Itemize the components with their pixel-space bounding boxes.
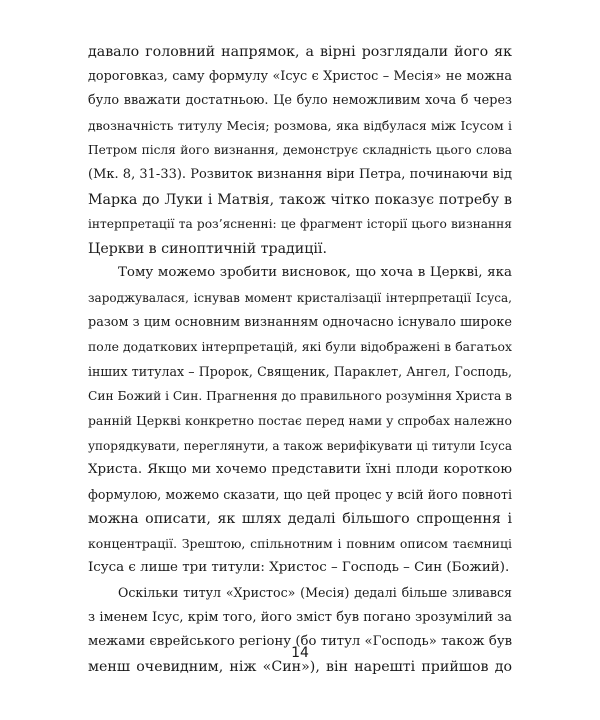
text-line: (Мк. 8, 31-33). Розвиток визнання віри Петра, починаючи від (88, 166, 512, 182)
text-line: поле додаткових інтерпретацій, які були відображені в багатьох (88, 339, 512, 355)
text-line: можна описати, як шлях дедалі більшого спрощення і (88, 511, 512, 528)
text-line: Оскільки титул «Христос» (Месія) дедалі більше зливався (118, 585, 512, 601)
text-line: з іменем Ісус, крім того, його зміст був погано зрозумілий за (88, 609, 512, 625)
text-line: концентрації. Зрештою, спільнотним і повним описом таємниці (88, 535, 512, 551)
text-line: Марка до Луки і Матвія, також чітко показує потребу в (88, 191, 512, 208)
text-line: разом з цим основним визнанням одночасно існувало широке (88, 314, 512, 330)
text-line: ранній Церкві конкретно постає перед нами у спробах належно (88, 412, 512, 428)
text-line: Церкви в синоптичній традиції. (88, 240, 327, 257)
text-line: дороговказ, саму формулу «Ісус є Христос – Месія» не можна (88, 68, 512, 84)
text-line: менш очевидним, ніж «Син»), він нарешті прийшов до (88, 658, 512, 675)
text-line: формулою, можемо сказати, що цей процес у всій його повноті (88, 486, 512, 502)
text-line: зароджувалася, існував момент кристалізації інтерпретації Ісуса, (88, 290, 512, 305)
text-line: Ісуса є лише три титули: Христос – Господь – Син (Божий). (88, 560, 510, 576)
text-line: було вважати достатньою. Це було неможливим хоча б через (88, 93, 512, 109)
text-line: межами єврейського регіону (бо титул «Господь» також був (88, 634, 512, 650)
text-line: Тому можемо зробити висновок, що хоча в Церкві, яка (118, 265, 512, 281)
body-text (88, 40, 512, 679)
text-line: Син Божий і Син. Прагнення до правильного розуміння Христа в (88, 389, 512, 404)
text-line: двозначність титулу Месія; розмова, яка відбулася між Ісусом і (88, 117, 512, 133)
text-line: інтерпретації та роз’ясненні: це фрагмент історії цього визнання (88, 217, 512, 232)
text-line: Христа. Якщо ми хочемо представити їхні плоди короткою (88, 462, 512, 478)
page-number: 14 (291, 645, 309, 661)
text-line: Петром після його визнання, демонструє складність цього слова (88, 143, 512, 158)
text-line: упорядкувати, переглянути, а також верифікувати ці титули Ісуса (88, 438, 512, 453)
text-line: давало головний напрямок, а вірні розглядали його як (88, 44, 512, 60)
text-line: інших титулах – Пророк, Священик, Параклет, Ангел, Господь, (88, 363, 512, 379)
